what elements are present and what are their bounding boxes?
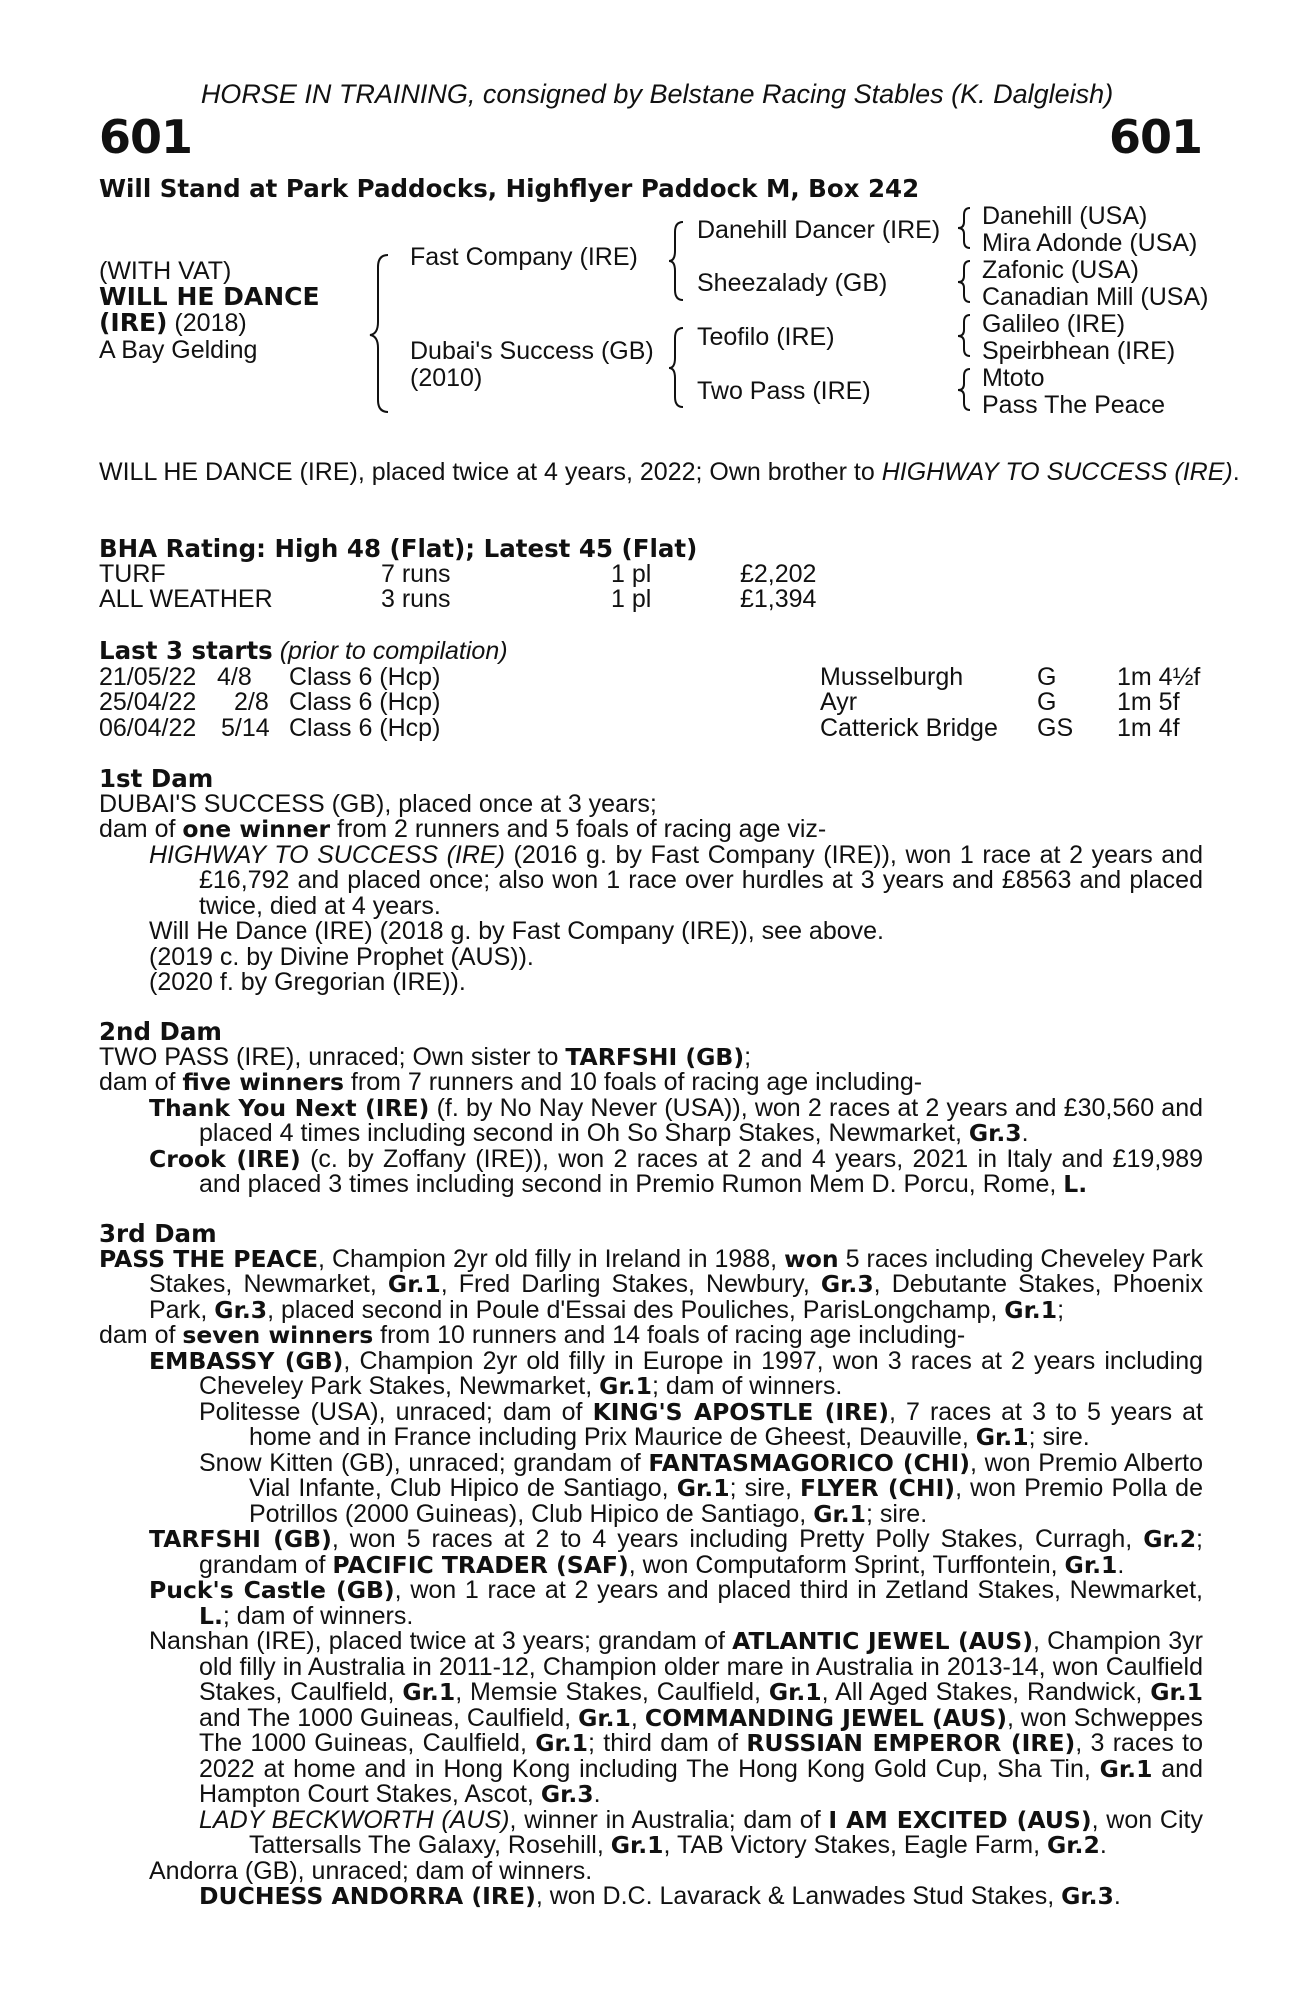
second-dam-section bbox=[99, 1019, 1203, 1198]
text-run: ; dam of winners. bbox=[651, 1372, 843, 1400]
pedigree-dam-year: (2010) bbox=[410, 364, 483, 392]
starts-title: Last 3 starts (prior to compilation) bbox=[99, 636, 508, 665]
pedigree-sire-sire: Danehill Dancer (IRE) bbox=[697, 216, 941, 244]
brace-gen1 bbox=[370, 255, 388, 412]
bold-run: Gr.1 bbox=[1004, 1295, 1058, 1324]
second-dam-line: TWO PASS (IRE), unraced; Own sister to TARFSHI (GB); bbox=[99, 1042, 752, 1071]
produce-entry bbox=[99, 1856, 1203, 1885]
produce-entry: (2020 f. by Gregorian (IRE)). bbox=[149, 968, 466, 996]
bold-run: PASS THE PEACE bbox=[99, 1244, 319, 1273]
pedigree-dam-dam: Two Pass (IRE) bbox=[697, 377, 871, 405]
text-run: Andorra (GB), unraced; dam of winners. bbox=[149, 1856, 593, 1885]
text-run: Politesse (USA), unraced; dam of bbox=[199, 1397, 593, 1426]
brace-gen3-d bbox=[958, 369, 970, 410]
pedigree-sire-dam: Sheezalady (GB) bbox=[697, 269, 888, 297]
vat-note: (WITH VAT) bbox=[99, 257, 232, 285]
text-run: , Champion 2yr old filly in Ireland in 1988, bbox=[318, 1244, 785, 1273]
first-dam-produce-intro: dam of one winner from 2 runners and 5 foals of racing age viz- bbox=[99, 815, 827, 843]
bold-run: Gr.3 bbox=[214, 1295, 268, 1324]
third-dam-title: 3rd Dam bbox=[99, 1219, 217, 1248]
bold-run: RUSSIAN EMPEROR (IRE) bbox=[746, 1729, 1076, 1757]
produce-entry bbox=[99, 1805, 1203, 1859]
text-run: . bbox=[1117, 1550, 1125, 1579]
bold-run: Gr.1 bbox=[387, 1270, 441, 1298]
bold-run: Gr.1 bbox=[768, 1678, 822, 1706]
text-run: , won Premio Alberto Vial Infante, Club Hipico de Santiago, bbox=[249, 1448, 1204, 1502]
horse-description: A Bay Gelding bbox=[99, 336, 258, 364]
text-run: . bbox=[593, 1780, 601, 1808]
lot-number-left: 601 bbox=[99, 110, 193, 164]
text-run: , won Computaform Sprint, Turffontein, bbox=[628, 1550, 1065, 1579]
second-dam-title: 2nd Dam bbox=[99, 1017, 222, 1046]
text-run: , won 1 race at 2 years and placed third in Zetland Stakes, Newmarket, bbox=[394, 1576, 1203, 1604]
bold-run: Gr.2 bbox=[1143, 1525, 1197, 1553]
bold-run: FLYER (CHI) bbox=[800, 1474, 956, 1502]
lot-number-right: 601 bbox=[1108, 110, 1202, 164]
bold-run: ATLANTIC JEWEL (AUS) bbox=[732, 1627, 1033, 1655]
text-run: , won 5 races at 2 to 4 years including Pretty Polly Stakes, Curragh, bbox=[331, 1525, 1144, 1553]
third-dam-section bbox=[99, 1221, 1203, 1910]
first-dam-title: 1st Dam bbox=[99, 764, 214, 793]
text-run: , bbox=[630, 1703, 645, 1732]
produce-entry: Will He Dance (IRE) (2018 g. by Fast Company (IRE)), see above. bbox=[149, 917, 884, 945]
bold-run: DUCHESS ANDORRA (IRE) bbox=[199, 1882, 536, 1910]
starts-section bbox=[99, 638, 1203, 741]
text-run: ; third dam of bbox=[588, 1729, 747, 1757]
pedigree-g3-7: Mtoto bbox=[982, 364, 1045, 392]
pedigree-g3-4: Canadian Mill (USA) bbox=[982, 283, 1209, 311]
produce-entry bbox=[99, 1448, 1204, 1528]
produce-entry bbox=[99, 1397, 1203, 1451]
produce-entry bbox=[99, 1629, 1203, 1808]
third-dam-produce-intro bbox=[99, 1323, 1203, 1349]
pedigree-sire: Fast Company (IRE) bbox=[410, 243, 638, 271]
text-run: , Debutante Stakes, Phoenix Park, bbox=[149, 1270, 1203, 1324]
first-dam-section bbox=[99, 766, 1203, 996]
bold-run: TARFSHI (GB) bbox=[149, 1525, 332, 1553]
bold-run: Gr.3 bbox=[1061, 1882, 1114, 1910]
bold-run: Gr.3 bbox=[820, 1270, 874, 1298]
text-run: , placed second in Poule d'Essai des Pouliches, ParisLongchamp, bbox=[267, 1295, 1005, 1324]
pedigree-g3-5: Galileo (IRE) bbox=[982, 310, 1126, 338]
horse-name: WILL HE DANCE bbox=[99, 282, 320, 311]
produce-entry: Crook (IRE) (c. by Zoffany (IRE)), won 2 races at 2 and 4 years, 2021 in Italy and £19,989 and placed 3 times including second in Premio Rumon Mem D. Porcu, Rome, L. bbox=[149, 1144, 1203, 1198]
brace-gen2-sire bbox=[669, 222, 683, 300]
rating-section bbox=[99, 536, 1203, 613]
bold-run: I AM EXCITED (AUS) bbox=[828, 1805, 1092, 1834]
rating-title: BHA Rating: High 48 (Flat); Latest 45 (Flat) bbox=[99, 534, 698, 563]
bold-run: L. bbox=[199, 1601, 223, 1630]
text-run: , All Aged Stakes, Randwick, bbox=[821, 1678, 1151, 1706]
bold-run: Gr.1 bbox=[676, 1474, 730, 1502]
text-run: and Hampton Court Stakes, Ascot, bbox=[199, 1754, 1203, 1808]
text-run: ; bbox=[1057, 1295, 1065, 1324]
pedigree-g3-3: Zafonic (USA) bbox=[982, 256, 1139, 284]
start-row: 06/04/22 5/14 Class 6 (Hcp) Catterick Bridge GS 1m 4f bbox=[99, 713, 1180, 742]
bold-run: Gr.1 bbox=[610, 1831, 664, 1859]
produce-entry: (2019 c. by Divine Prophet (AUS)). bbox=[149, 942, 534, 971]
rating-row-aw: ALL WEATHER 3 runs 1 pl £1,394 bbox=[99, 585, 817, 613]
text-run: , winner in Australia; dam of bbox=[509, 1805, 829, 1834]
bold-run: Gr.1 bbox=[813, 1499, 867, 1528]
pedigree-dam-sire: Teofilo (IRE) bbox=[697, 323, 835, 351]
text-run: , 3 races to 2022 at home and in Hong Kong including The Hong Kong Gold Cup, Sha Tin, bbox=[199, 1729, 1204, 1783]
text-run: Nanshan (IRE), placed twice at 3 years; grandam of bbox=[149, 1627, 733, 1655]
bold-run: Gr.2 bbox=[1047, 1831, 1100, 1859]
bold-run: Gr.1 bbox=[1099, 1754, 1153, 1783]
pedigree-g3-8: Pass The Peace bbox=[982, 391, 1165, 419]
produce-entry bbox=[99, 1346, 1204, 1400]
text-run: Snow Kitten (GB), unraced; grandam of bbox=[199, 1448, 649, 1477]
text-run: , Memsie Stakes, Caulfield, bbox=[455, 1678, 769, 1706]
produce-entry bbox=[99, 1884, 1203, 1910]
text-run: ; grandam of bbox=[199, 1525, 1203, 1579]
bold-run: Gr.1 bbox=[578, 1703, 631, 1732]
second-dam-produce-intro: dam of five winners from 7 runners and 10 foals of racing age including- bbox=[99, 1068, 923, 1096]
pedigree-g3-1: Danehill (USA) bbox=[982, 202, 1148, 230]
text-run: and The 1000 Guineas, Caulfield, bbox=[199, 1703, 579, 1732]
consignment-header: HORSE IN TRAINING, consigned by Belstane Racing Stables (K. Dalgleish) bbox=[200, 79, 1114, 109]
bold-run: Gr.1 bbox=[535, 1729, 589, 1757]
text-run: , won Premio Polla de Potrillos (2000 Guineas), Club Hipico de Santiago, bbox=[249, 1474, 1203, 1528]
produce-entry bbox=[99, 1527, 1203, 1578]
pedigree-g3-6: Speirbhean (IRE) bbox=[982, 337, 1176, 365]
bold-run: Gr.3 bbox=[540, 1780, 594, 1808]
horse-name-origin: (IRE) (2018) bbox=[99, 308, 247, 337]
brace-gen3-b bbox=[958, 261, 970, 302]
pedigree-g3-2: Mira Adonde (USA) bbox=[982, 229, 1198, 257]
third-dam-line bbox=[99, 1244, 1203, 1324]
text-run: ; sire, bbox=[729, 1474, 801, 1502]
bold-run: Gr.1 bbox=[599, 1372, 652, 1400]
brace-gen3-c bbox=[958, 315, 970, 356]
pedigree-dam: Dubai's Success (GB) bbox=[410, 337, 654, 365]
text-run: , won Schweppes The 1000 Guineas, Caulfield, bbox=[199, 1703, 1203, 1757]
text-run: , Champion 3yr old filly in Australia in 2011-12, Champion older mare in Australia in 2013-14, won Caulfield Stakes, Caulfield, bbox=[199, 1627, 1203, 1706]
text-run: 5 races including Cheveley Park Stakes, Newmarket, bbox=[149, 1244, 1203, 1298]
text-run: , TAB Victory Stakes, Eagle Farm, bbox=[663, 1831, 1048, 1859]
text-run: , won D.C. Lavarack & Lanwades Stud Stakes, bbox=[535, 1882, 1062, 1910]
text-run: , Fred Darling Stakes, Newbury, bbox=[440, 1270, 821, 1298]
bold-run: FANTASMAGORICO (CHI) bbox=[648, 1448, 970, 1477]
brace-gen3-a bbox=[958, 208, 970, 248]
produce-entry bbox=[99, 1578, 1203, 1629]
text-run: . bbox=[1099, 1831, 1107, 1859]
bold-run: PACIFIC TRADER (SAF) bbox=[332, 1550, 629, 1579]
text-run: ; sire. bbox=[866, 1499, 928, 1528]
brace-gen2-dam bbox=[669, 328, 683, 407]
bold-run: won bbox=[784, 1244, 839, 1273]
bold-run: seven winners bbox=[182, 1321, 374, 1349]
bold-run: COMMANDING JEWEL (AUS) bbox=[644, 1703, 1007, 1732]
rating-row-turf: TURF 7 runs 1 pl £2,202 bbox=[99, 559, 817, 588]
first-dam-line: DUBAI'S SUCCESS (GB), placed once at 3 years; bbox=[99, 789, 657, 818]
text-run: ; sire. bbox=[1028, 1423, 1090, 1451]
stabling-location: Will Stand at Park Paddocks, Highflyer Paddock M, Box 242 bbox=[99, 174, 920, 203]
bold-run: KING'S APOSTLE (IRE) bbox=[592, 1397, 889, 1426]
text-run: , won City Tattersalls The Galaxy, Rosehill, bbox=[249, 1805, 1203, 1859]
bold-run: EMBASSY (GB) bbox=[149, 1346, 344, 1375]
text-run: . bbox=[1113, 1882, 1121, 1910]
produce-entry: HIGHWAY TO SUCCESS (IRE) (2016 g. by Fast Company (IRE)), won 1 race at 2 years and £16,792 and placed once; also won 1 race over hurdles at 3 years and £8563 and placed twice, died at 4 years. bbox=[149, 840, 1203, 920]
text-run: ; dam of winners. bbox=[222, 1601, 414, 1630]
horse-summary: WILL HE DANCE (IRE), placed twice at 4 years, 2022; Own brother to HIGHWAY TO SUCCESS (IRE). bbox=[99, 458, 1240, 486]
text-run: , 7 races at 3 to 5 years at home and in France including Prix Maurice de Gheest, Deauville, bbox=[249, 1397, 1203, 1451]
italic-run: LADY BECKWORTH (AUS) bbox=[199, 1805, 510, 1834]
bold-run: Gr.1 bbox=[1150, 1678, 1203, 1706]
third-dam-produce-list bbox=[99, 1346, 1204, 1910]
start-row: 25/04/22 2/8 Class 6 (Hcp) Ayr G 1m 5f bbox=[99, 688, 1180, 716]
produce-entry: Thank You Next (IRE) (f. by No Nay Never (USA)), won 2 races at 2 years and £30,560 and placed 4 times including second in Oh So Sharp Stakes, Newmarket, Gr.3. bbox=[149, 1093, 1204, 1147]
text-run: from 10 runners and 14 foals of racing age including- bbox=[373, 1321, 966, 1349]
bold-run: Puck's Castle (GB) bbox=[149, 1576, 395, 1604]
bold-run: Gr.1 bbox=[1064, 1550, 1118, 1579]
text-run: dam of bbox=[99, 1321, 183, 1349]
bold-run: Gr.1 bbox=[402, 1678, 456, 1706]
text-run: , Champion 2yr old filly in Europe in 1997, won 3 races at 2 years including Cheveley Park Stakes, Newmarket, bbox=[199, 1346, 1204, 1400]
start-row: 21/05/22 4/8 Class 6 (Hcp) Musselburgh G 1m 4½f bbox=[99, 662, 1201, 691]
bold-run: Gr.1 bbox=[975, 1423, 1029, 1451]
